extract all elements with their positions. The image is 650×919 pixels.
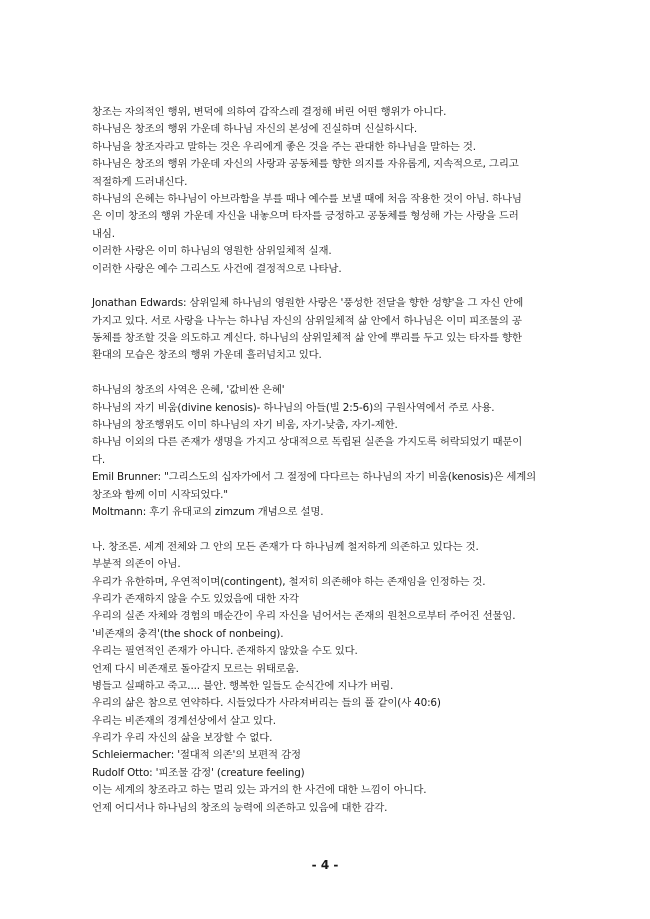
page-number: - 4 -	[311, 858, 339, 872]
paragraph-dependence	[92, 539, 560, 817]
text-line: 동체를 창조할 것을 의도하고 계신다. 하나님의 삼위일체적 삶 안에 뿌리를 두고 있는 타자를 향한	[92, 332, 522, 345]
paragraph-gap	[92, 365, 560, 382]
text-line: 이는 세계의 창조라고 하는 멀리 있는 과거의 한 사건에 대한 느낌이 아니다.	[92, 784, 427, 797]
text-line: 우리의 삶은 참으로 연약하다. 시들었다가 사라져버리는 들의 풀 같이(사 40:6)	[92, 697, 441, 710]
paragraph-creation-nature	[92, 104, 560, 278]
text-line: 부분적 의존이 아님.	[92, 558, 181, 571]
paragraph-kenosis	[92, 382, 560, 521]
text-line: Emil Brunner: "그리스도의 십자가에서 그 절정에 다다르는 하나님의 자기 비움(kenosis)은 세계의	[92, 471, 537, 484]
text-line: '비존재의 충격'(the shock of nonbeing).	[92, 627, 284, 640]
text-line: 하나님 이외의 다른 존재가 생명을 가지고 상대적으로 독립된 실존을 가지도록 허락되었기 때문이	[92, 436, 523, 449]
text-line: 적절하게 드러내신다.	[92, 175, 188, 188]
paragraph-gap	[92, 278, 560, 295]
text-line: 하나님은 창조의 행위 가운데 자신의 사랑과 공동체를 향한 의지를 자유롭게, 지속적으로, 그리고	[92, 158, 519, 171]
document-body	[92, 104, 560, 817]
text-line: 환대의 모습은 창조의 행위 가운데 흘러넘치고 있다.	[92, 349, 322, 362]
paragraph-gap	[92, 521, 560, 538]
text-line: 우리가 존재하지 않을 수도 있었음에 대한 자각	[92, 592, 299, 605]
text-line: 하나님의 창조행위도 이미 하나님의 자기 비움, 자기-낮춤, 자기-제한.	[92, 419, 398, 432]
text-line: 이러한 사랑은 예수 그리스도 사건에 결정적으로 나타남.	[92, 262, 342, 275]
text-line: Rudolf Otto: '피조물 감정' (creature feeling)	[92, 766, 305, 779]
text-line: 은 이미 창조의 행위 가운데 자신을 내놓으며 타자를 긍정하고 공동체를 형성해 가는 사랑을 드러	[92, 210, 519, 223]
paragraph-jonathan-edwards	[92, 295, 560, 365]
text-line: Schleiermacher: '절대적 의존'의 보편적 감정	[92, 749, 301, 762]
text-line: 창조는 자의적인 행위, 변덕에 의하여 갑작스레 결정해 버린 어떤 행위가 아니다.	[92, 106, 447, 118]
text-line: 하나님의 자기 비움(divine kenosis)- 하나님의 아들(빌 2:5-6)의 구원사역에서 주로 사용.	[92, 401, 495, 414]
text-line: 창조와 함께 이미 시작되었다."	[92, 488, 228, 501]
text-line: 우리는 비존재의 경계선상에서 살고 있다.	[92, 714, 276, 727]
text-line: 나. 창조론. 세계 전체와 그 안의 모든 존재가 다 하나님께 철저하게 의존하고 있다는 것.	[92, 540, 479, 553]
text-line: 우리의 실존 자체와 경험의 매순간이 우리 자신을 넘어서는 존재의 원천으로부터 주어진 선물임.	[92, 610, 516, 623]
text-line: 하나님의 은혜는 하나님이 아브라함을 부를 때나 예수를 보낼 때에 처음 작용한 것이 아님. 하나님	[92, 192, 522, 205]
text-line: 우리가 유한하며, 우연적이며(contingent), 철저히 의존해야 하는 존재임을 인정하는 것.	[92, 575, 486, 588]
text-line: 언제 어디서나 하나님의 창조의 능력에 의존하고 있음에 대한 감각.	[92, 801, 388, 814]
text-line: 이러한 사랑은 이미 하나님의 영원한 삼위일체적 실재.	[92, 245, 332, 258]
text-line: 병들고 실패하고 죽고.... 불안. 행복한 일들도 순식간에 지나가 버림.	[92, 679, 394, 692]
text-line: 언제 다시 비존재로 돌아갈지 모르는 위태로움.	[92, 662, 299, 675]
text-line: 하나님을 창조자라고 말하는 것은 우리에게 좋은 것을 주는 관대한 하나님을 말하는 것.	[92, 140, 476, 153]
text-line: 하나님의 창조의 사역은 은혜, '값비싼 은혜'	[92, 384, 285, 397]
text-line: 다.	[92, 453, 106, 466]
text-line: 내심.	[92, 227, 115, 240]
text-line: Jonathan Edwards: 삼위일체 하나님의 영원한 사랑은 '풍성한 전달을 향한 성향'을 그 자신 안에	[92, 297, 524, 310]
text-line: 우리는 필연적인 존재가 아니다. 존재하지 않았을 수도 있다.	[92, 645, 358, 658]
text-line: Moltmann: 후기 유대교의 zimzum 개념으로 설명.	[92, 505, 324, 518]
text-line: 하나님은 창조의 행위 가운데 하나님 자신의 본성에 진실하며 신실하시다.	[92, 123, 417, 136]
text-line: 우리가 우리 자신의 삶을 보장할 수 없다.	[92, 732, 273, 745]
text-line: 가지고 있다. 서로 사랑을 나누는 하나님 자신의 삼위일체적 삶 안에서 하나님은 이미 피조물의 공	[92, 314, 522, 327]
